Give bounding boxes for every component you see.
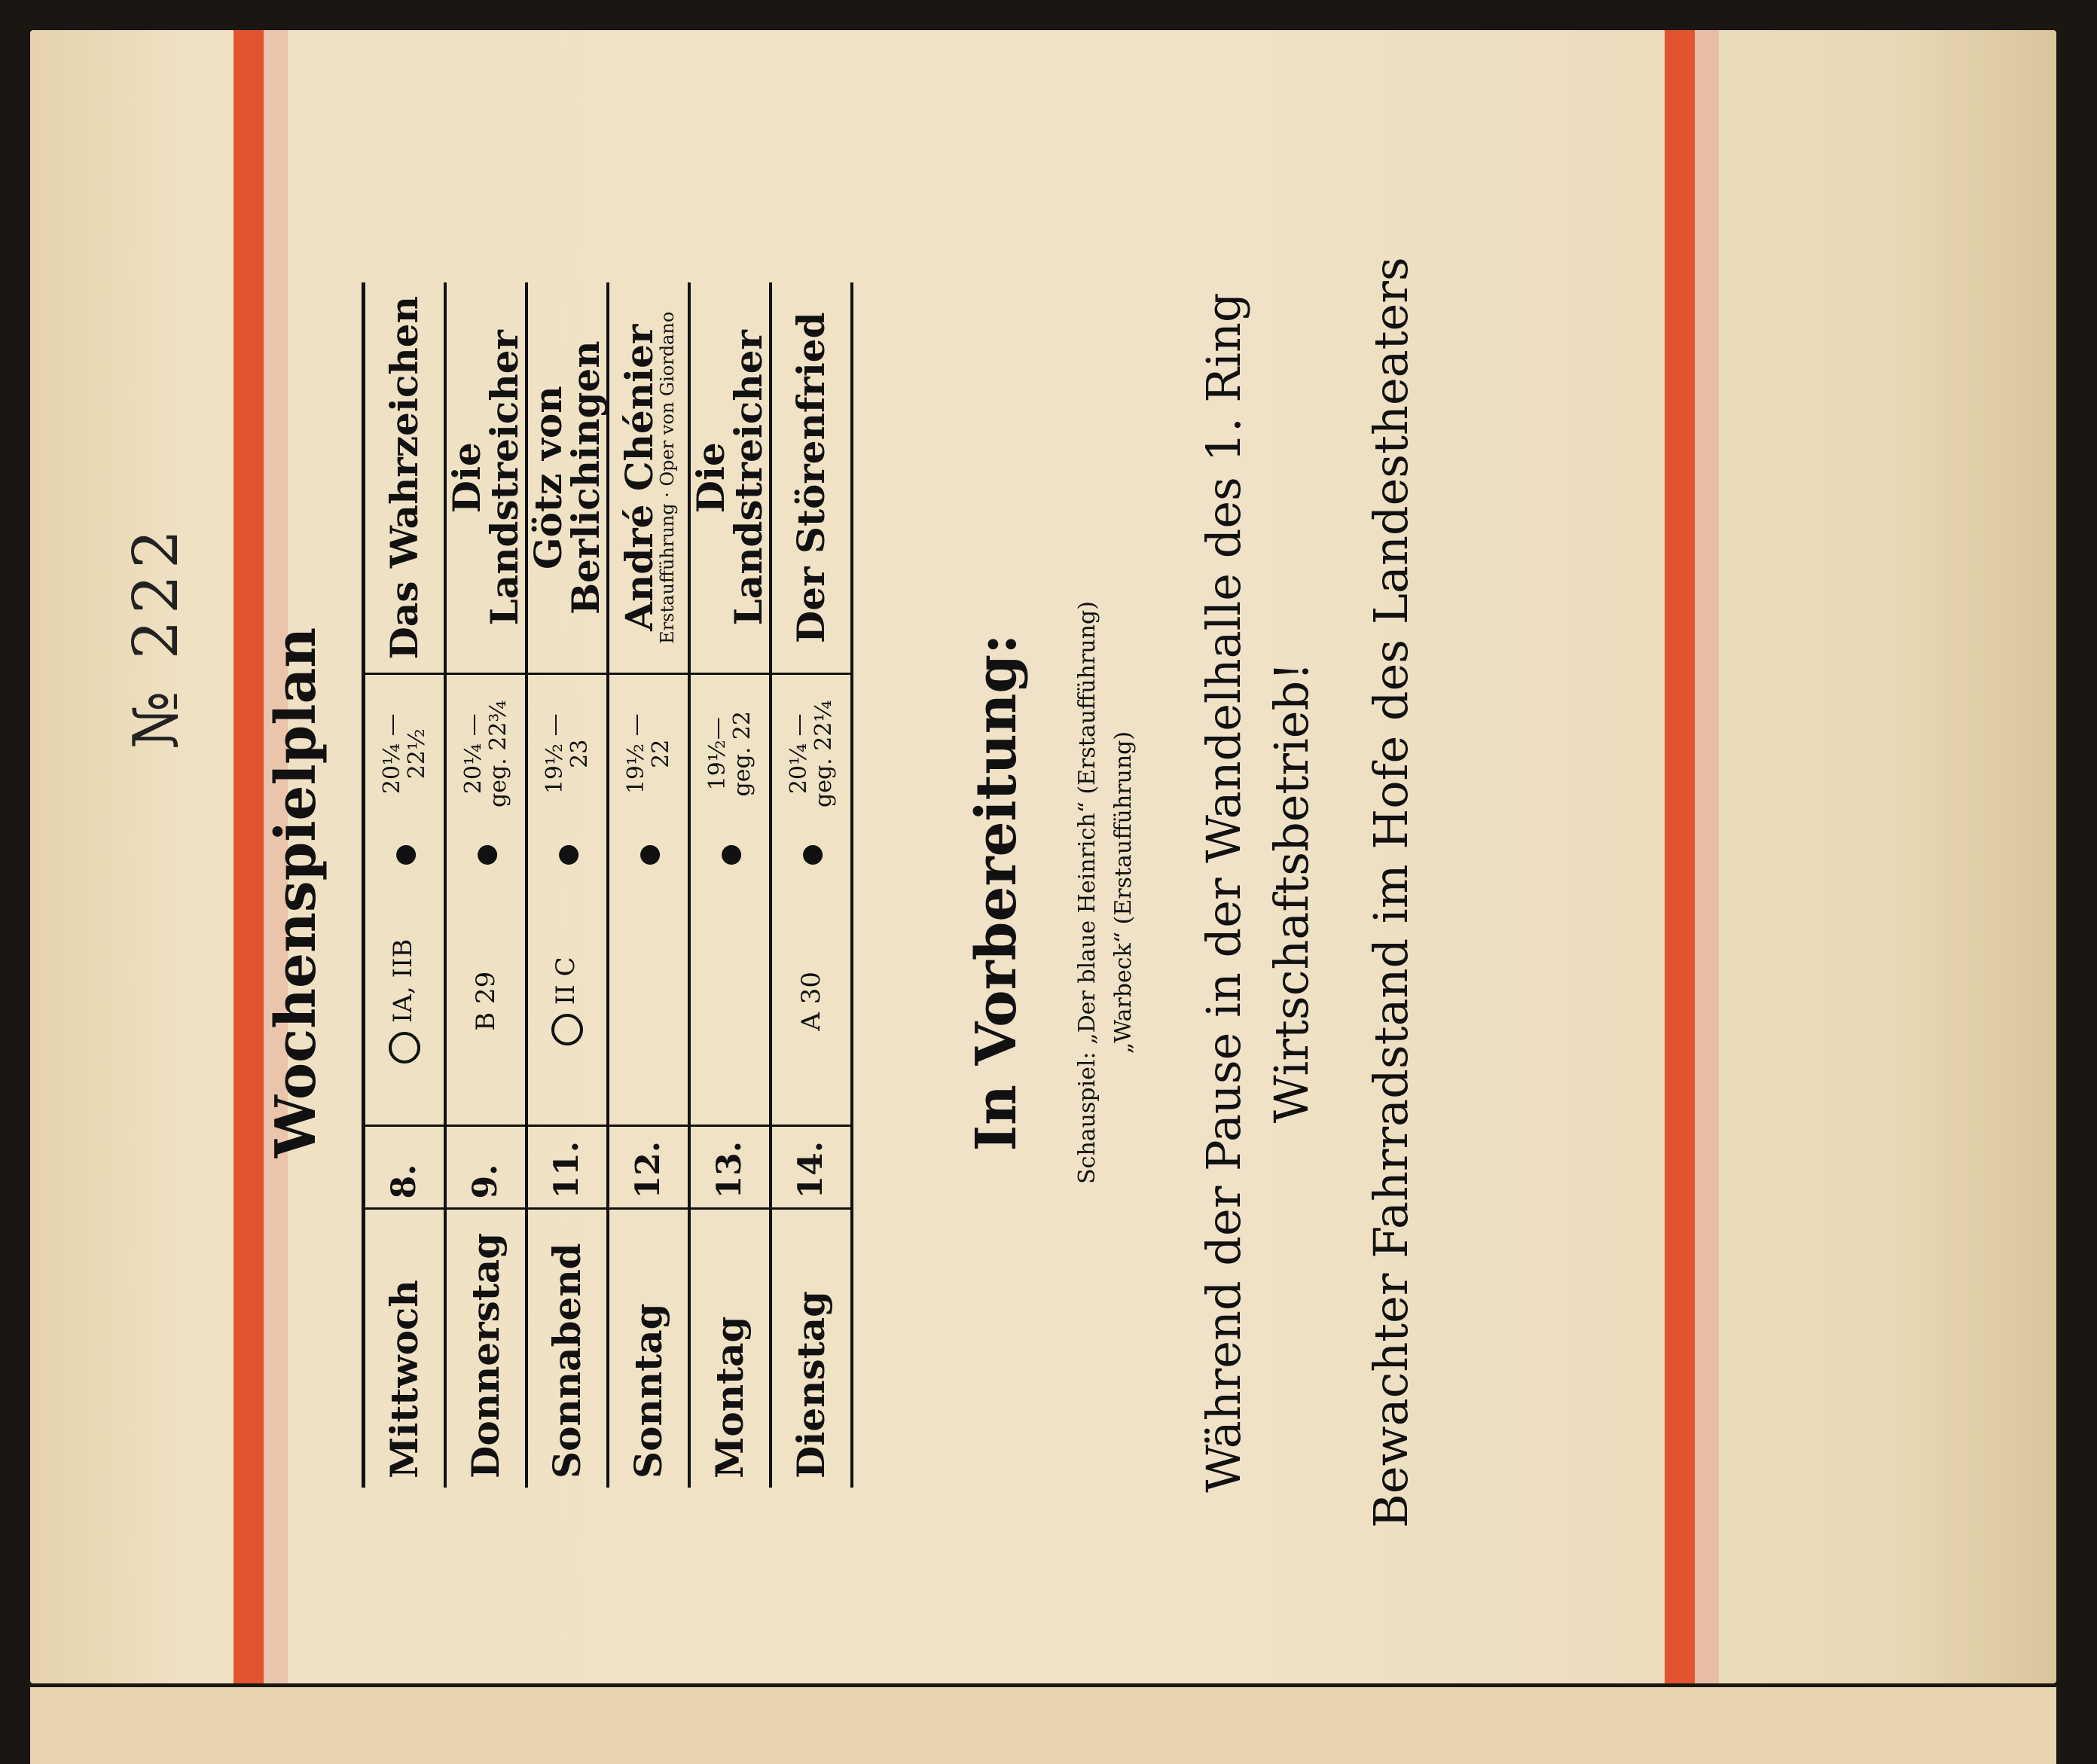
schedule-date: 14.	[771, 1126, 852, 1209]
schedule-day: Mittwoch	[364, 1209, 445, 1488]
emblem-icon	[551, 1014, 583, 1045]
schedule-time	[364, 674, 445, 832]
emblem-icon	[389, 1032, 420, 1064]
schedule-day: Sonntag	[608, 1209, 689, 1488]
schedule-day: Dienstag	[771, 1209, 852, 1488]
bullet-icon: ●	[771, 832, 852, 877]
schedule-date: 8.	[364, 1126, 445, 1209]
schedule-time	[689, 674, 771, 832]
schedule-date: 11.	[527, 1126, 608, 1209]
schedule-date: 9.	[445, 1126, 527, 1209]
play-note: Erstaufführung · Oper von Giordano	[656, 311, 678, 644]
schedule-subscription	[689, 877, 771, 1126]
play-title: André Chénier	[616, 324, 661, 631]
schedule-subscription: B 29	[445, 877, 527, 1126]
schedule-time-line: 19½ —	[541, 713, 568, 795]
schedule-play	[689, 282, 771, 674]
schedule-play	[608, 282, 689, 674]
preparation-lines	[1070, 102, 1142, 1683]
schedule-time-line: 20¼ —	[785, 713, 812, 795]
preparation-line-1: Schauspiel: „Der blaue Heinrich“ (Erstaufführung)	[1074, 601, 1100, 1184]
bullet-icon: ●	[689, 832, 771, 877]
schedule-time	[445, 674, 527, 832]
preparation-heading: In Vorbereitung:	[964, 633, 1029, 1152]
schedule-time-line: 19½ —	[622, 713, 649, 795]
schedule-time-line: 20¼ —	[459, 713, 487, 795]
bullet-icon: ●	[608, 832, 689, 877]
page-title: Wochenspielplan	[264, 627, 328, 1158]
bullet-icon: ●	[527, 832, 608, 877]
page-number: № 222	[121, 523, 192, 749]
bullet-icon: ●	[445, 832, 527, 877]
schedule-row	[771, 282, 852, 1488]
schedule-play	[771, 282, 852, 674]
schedule-play	[364, 282, 445, 674]
schedule-row	[689, 282, 771, 1488]
play-title: Die Landstreicher	[444, 330, 527, 626]
schedule-row	[445, 282, 527, 1488]
schedule-play	[445, 282, 527, 674]
schedule-time-line: 23	[566, 739, 593, 768]
schedule-time-line: geg. 22	[728, 711, 755, 797]
schedule-table	[362, 282, 853, 1488]
rotated-content	[30, 102, 2056, 1683]
schedule-time-line: geg. 22¼	[810, 700, 837, 807]
schedule-play	[527, 282, 608, 674]
schedule-time-line: 22	[647, 739, 674, 768]
notice-line-2: Wirtschaftsbetrieb!	[1263, 661, 1319, 1124]
schedule-subscription	[608, 877, 689, 1126]
schedule-row	[364, 282, 445, 1488]
schedule-subscription: A 30	[771, 877, 852, 1126]
schedule-time-line: 20¼ —	[378, 713, 405, 795]
preparation-line-2: „Warbeck“ (Erstaufführung)	[1110, 731, 1137, 1054]
schedule-time-line: 19½—	[704, 717, 731, 791]
page-below	[30, 1687, 2056, 1764]
schedule-day: Donnerstag	[445, 1209, 527, 1488]
play-title: Die Landstreicher	[688, 330, 771, 626]
notice-line-1: Während der Pause in der Wandelhalle des 1. Ring	[1196, 292, 1251, 1493]
schedule-time-line: 22½	[403, 728, 430, 780]
schedule-subscription: IA, IIB	[364, 877, 445, 1126]
notice-block	[1190, 162, 1326, 1623]
schedule-row	[527, 282, 608, 1488]
schedule-time	[527, 674, 608, 832]
schedule-time-line: geg. 22¾	[484, 700, 511, 807]
play-title: Das Wahrzeichen	[381, 296, 426, 660]
bullet-icon: ●	[364, 832, 445, 877]
schedule-day: Montag	[689, 1209, 771, 1488]
schedule-day: Sonnabend	[527, 1209, 608, 1488]
schedule-time	[771, 674, 852, 832]
play-title: Der Störenfried	[788, 312, 833, 644]
schedule-row	[608, 282, 689, 1488]
play-title: Götz von Berlichingen	[525, 340, 608, 615]
notice-line-3: Bewachter Fahrradstand im Hofe des Landestheaters	[1363, 257, 1418, 1528]
schedule-subscription: II C	[527, 877, 608, 1126]
schedule-date: 12.	[608, 1126, 689, 1209]
schedule-time	[608, 674, 689, 832]
schedule-date: 13.	[689, 1126, 771, 1209]
